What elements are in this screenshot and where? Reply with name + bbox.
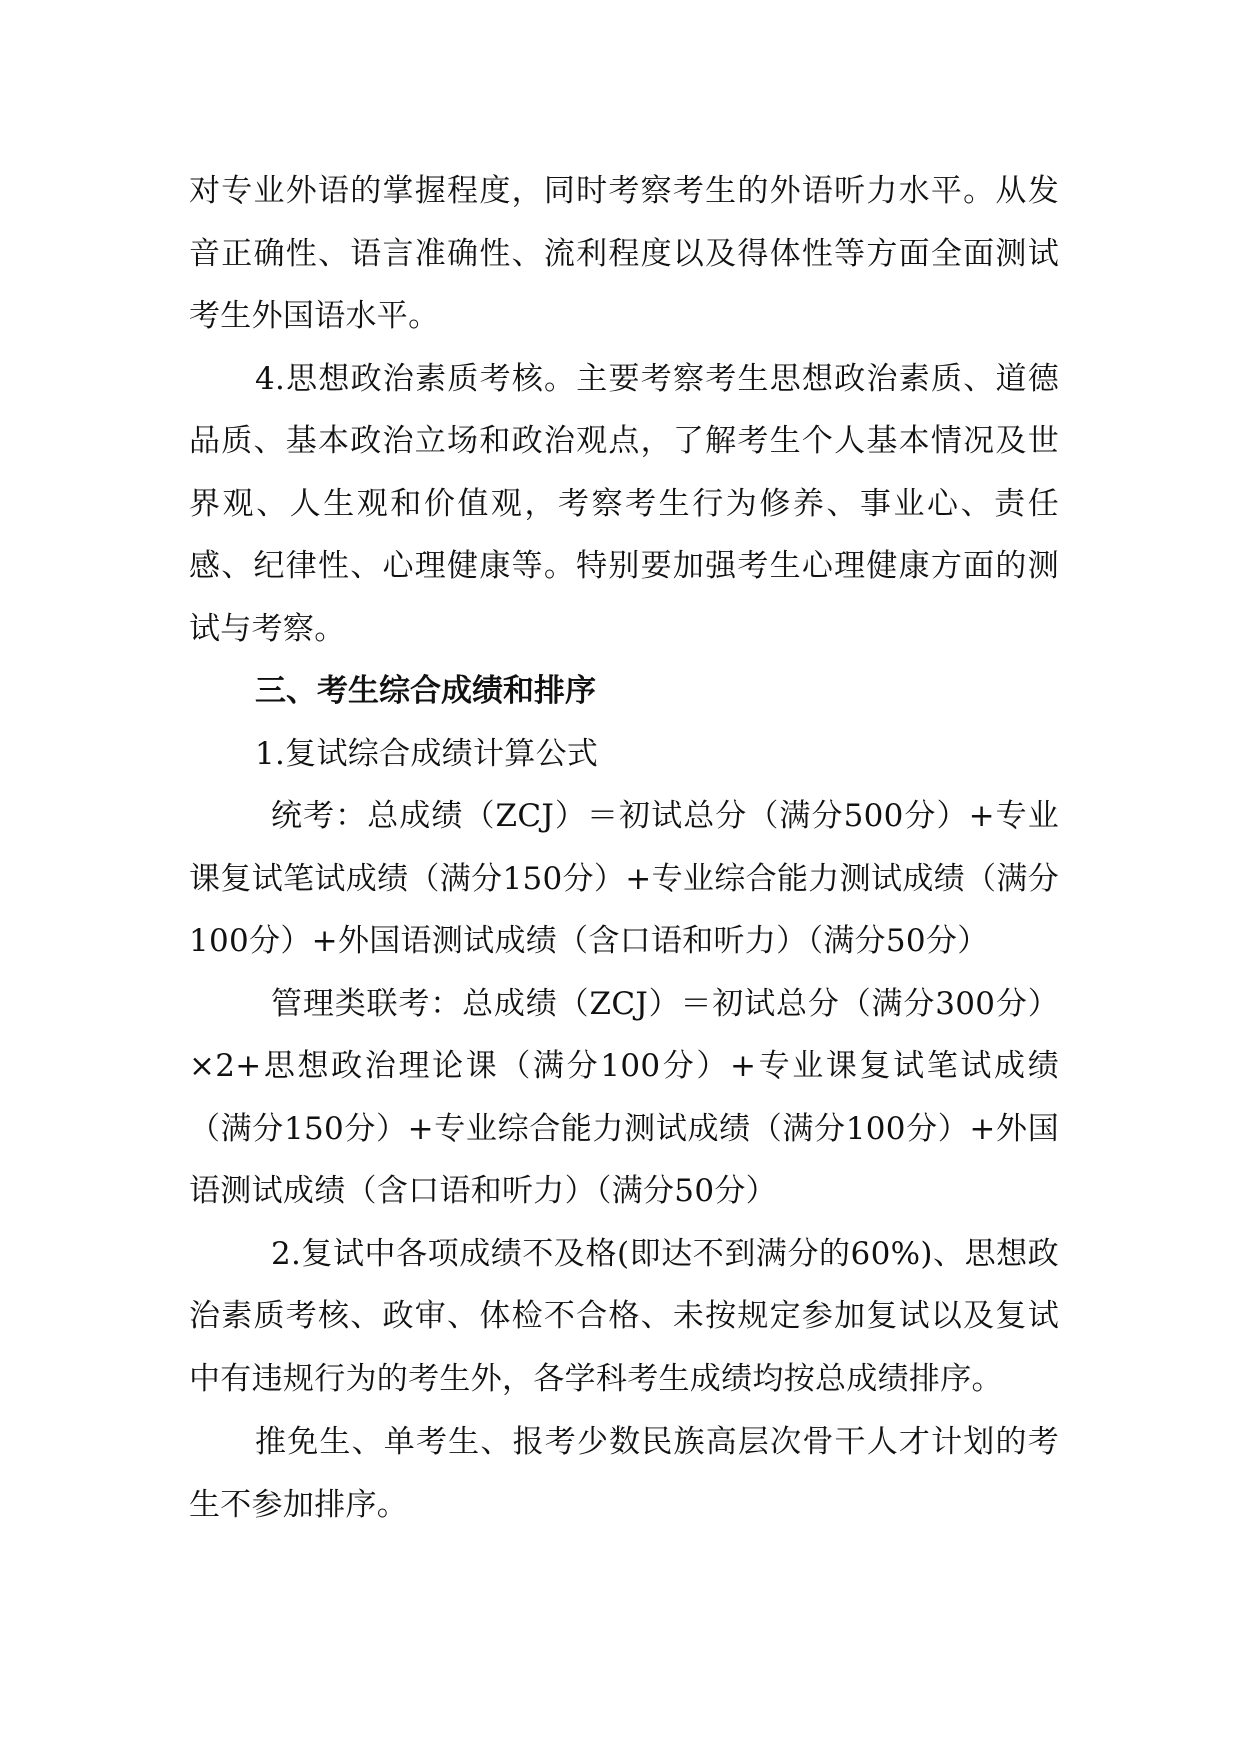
body-text [189,160,1059,1536]
ranking-exemption-paragraph: 推免生、单考生、报考少数民族高层次骨干人才计划的考生不参加排序。 [189,1424,1059,1523]
ranking-rule-paragraph: 2.复试中各项成绩不及格(即达不到满分的60%)、思想政治素质考核、政审、体检不合格、未按规定参加复试以及复试中有违规行为的考生外，各学科考生成绩均按总成绩排序。 [189,1235,1059,1397]
section-heading-score-ranking: 三、考生综合成绩和排序 [255,673,596,709]
formula-unified-exam: 统考：总成绩（ZCJ）＝初试总分（满分500分）+专业课复试笔试成绩（满分150分）+专业综合能力测试成绩（满分100分）+外国语测试成绩（含口语和听力）（满分50分） [189,798,1059,959]
paragraph-political-quality-assessment: 4.思想政治素质考核。主要考察考生思想政治素质、道德品质、基本政治立场和政治观点，了解考生个人基本情况及世界观、人生观和价值观，考察考生行为修养、事业心、责任感、纪律性、心理健康等。特别要加强考生心理健康方面的测试与考察。 [189,360,1059,647]
subheading-formula: 1.复试综合成绩计算公式 [255,735,599,772]
formula-management-exam: 管理类联考：总成绩（ZCJ）＝初试总分（满分300分）×2+思想政治理论课（满分100分）+专业课复试笔试成绩（满分150分）+专业综合能力测试成绩（满分100分）+外国语测试成绩（含口语和听力）（满分50分） [189,985,1059,1209]
paragraph-foreign-language-test: 对专业外语的掌握程度，同时考察考生的外语听力水平。从发音正确性、语言准确性、流利程度以及得体性等方面全面测试考生外国语水平。 [189,173,1059,334]
